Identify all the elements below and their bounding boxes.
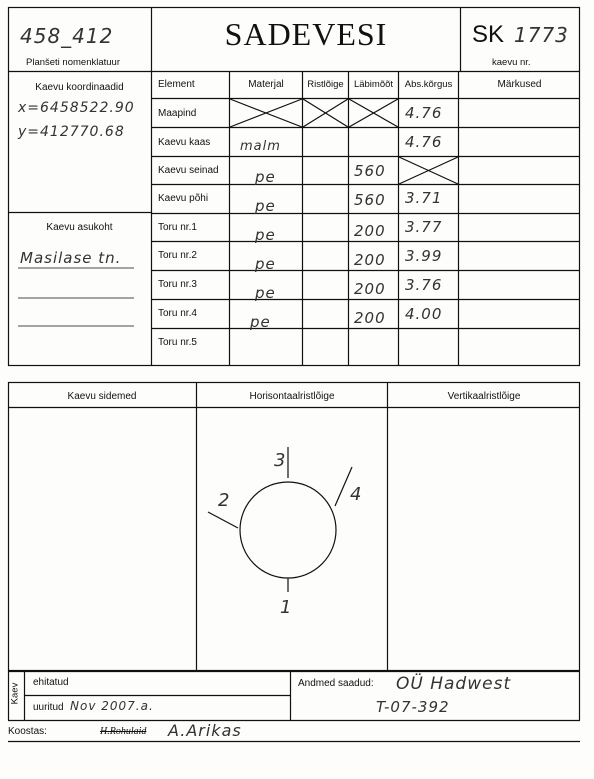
table-cell-diameter: 200	[354, 280, 386, 298]
table-cell-diameter: 200	[354, 309, 386, 327]
table-cell-diameter: 200	[354, 222, 386, 240]
pipe-label-3: 3	[274, 450, 287, 471]
table-cell-elevation: 3.77	[405, 218, 443, 236]
side-label: Kaev	[9, 682, 21, 705]
page-title: SADEVESI	[224, 16, 388, 52]
table-cell-diameter: 560	[354, 191, 386, 209]
author-name: H.Rohulaid	[100, 726, 147, 737]
table-cell-material: pe	[255, 284, 276, 302]
coord-y: y=412770.68	[18, 124, 125, 140]
table-cell-elevation: 3.76	[405, 276, 443, 294]
table-cell-elevation: 3.99	[405, 247, 443, 265]
data-ref-value: T-07-392	[376, 698, 450, 716]
table-cell-material: pe	[255, 255, 276, 273]
header-connections: Kaevu sidemed	[67, 391, 137, 402]
surveyed-value: Nov 2007.a.	[70, 699, 154, 713]
table-cell-material: pe	[255, 168, 276, 186]
surveyed-label: uuritud	[33, 702, 64, 713]
table-cell-elevation: 4.76	[405, 104, 443, 122]
table-cell-material: pe	[255, 226, 276, 244]
table-cell-element: Kaevu kaas	[158, 137, 211, 148]
table-cell-element: Kaevu põhi	[158, 193, 209, 204]
data-from-value: OÜ Hadwest	[396, 674, 512, 694]
table-cell-elevation: 3.71	[405, 189, 443, 207]
header-material: Materjal	[248, 79, 284, 90]
pipe-label-2: 2	[218, 490, 231, 511]
header-horizontal-section: Horisontaalristlõige	[249, 391, 335, 402]
table-cell-material: pe	[250, 313, 271, 331]
author-label: Koostas:	[8, 726, 47, 737]
table-cell-diameter: 560	[354, 162, 386, 180]
sk-prefix: SK	[472, 21, 505, 48]
table-cell-diameter: 200	[354, 251, 386, 269]
table-cell-element: Kaevu seinad	[158, 165, 219, 176]
table-cell-elevation: 4.76	[405, 133, 443, 151]
sk-label: kaevu nr.	[492, 57, 531, 68]
header-vertical-section: Vertikaalristlõige	[447, 391, 521, 402]
table-cell-element: Toru nr.3	[158, 279, 197, 290]
table-cell-material: pe	[255, 197, 276, 215]
header-notes: Märkused	[497, 79, 542, 90]
sk-number: 1773	[514, 23, 569, 47]
coords-label: Kaevu koordinaadid	[35, 82, 124, 93]
coord-x: x=6458522.90	[18, 100, 135, 116]
table-cell-element: Toru nr.1	[158, 222, 197, 233]
header-section: Ristlõige	[307, 79, 344, 90]
table-cell-elevation: 4.00	[405, 305, 443, 323]
header-diameter: Läbimõõt	[353, 79, 394, 90]
location-label: Kaevu asukoht	[46, 222, 113, 233]
table-cell-element: Toru nr.4	[158, 308, 197, 319]
table-cell-element: Toru nr.5	[158, 337, 197, 348]
built-label: ehitatud	[33, 677, 69, 688]
author-signature: A.Arikas	[168, 721, 242, 740]
nomenclature-label: Planšeti nomenklatuur	[26, 57, 120, 68]
table-cell-element: Toru nr.2	[158, 250, 197, 261]
location-value: Masilase tn.	[20, 249, 122, 267]
nomenclature-value: 458_412	[20, 24, 114, 48]
header-elevation: Abs.kõrgus	[404, 79, 453, 90]
pipe-label-1: 1	[280, 597, 293, 618]
table-cell-element: Maapind	[158, 108, 197, 119]
table-cell-material: malm	[240, 139, 281, 154]
header-element: Element	[158, 79, 195, 90]
data-from-label: Andmed saadud:	[298, 678, 374, 689]
pipe-label-4: 4	[350, 484, 363, 505]
